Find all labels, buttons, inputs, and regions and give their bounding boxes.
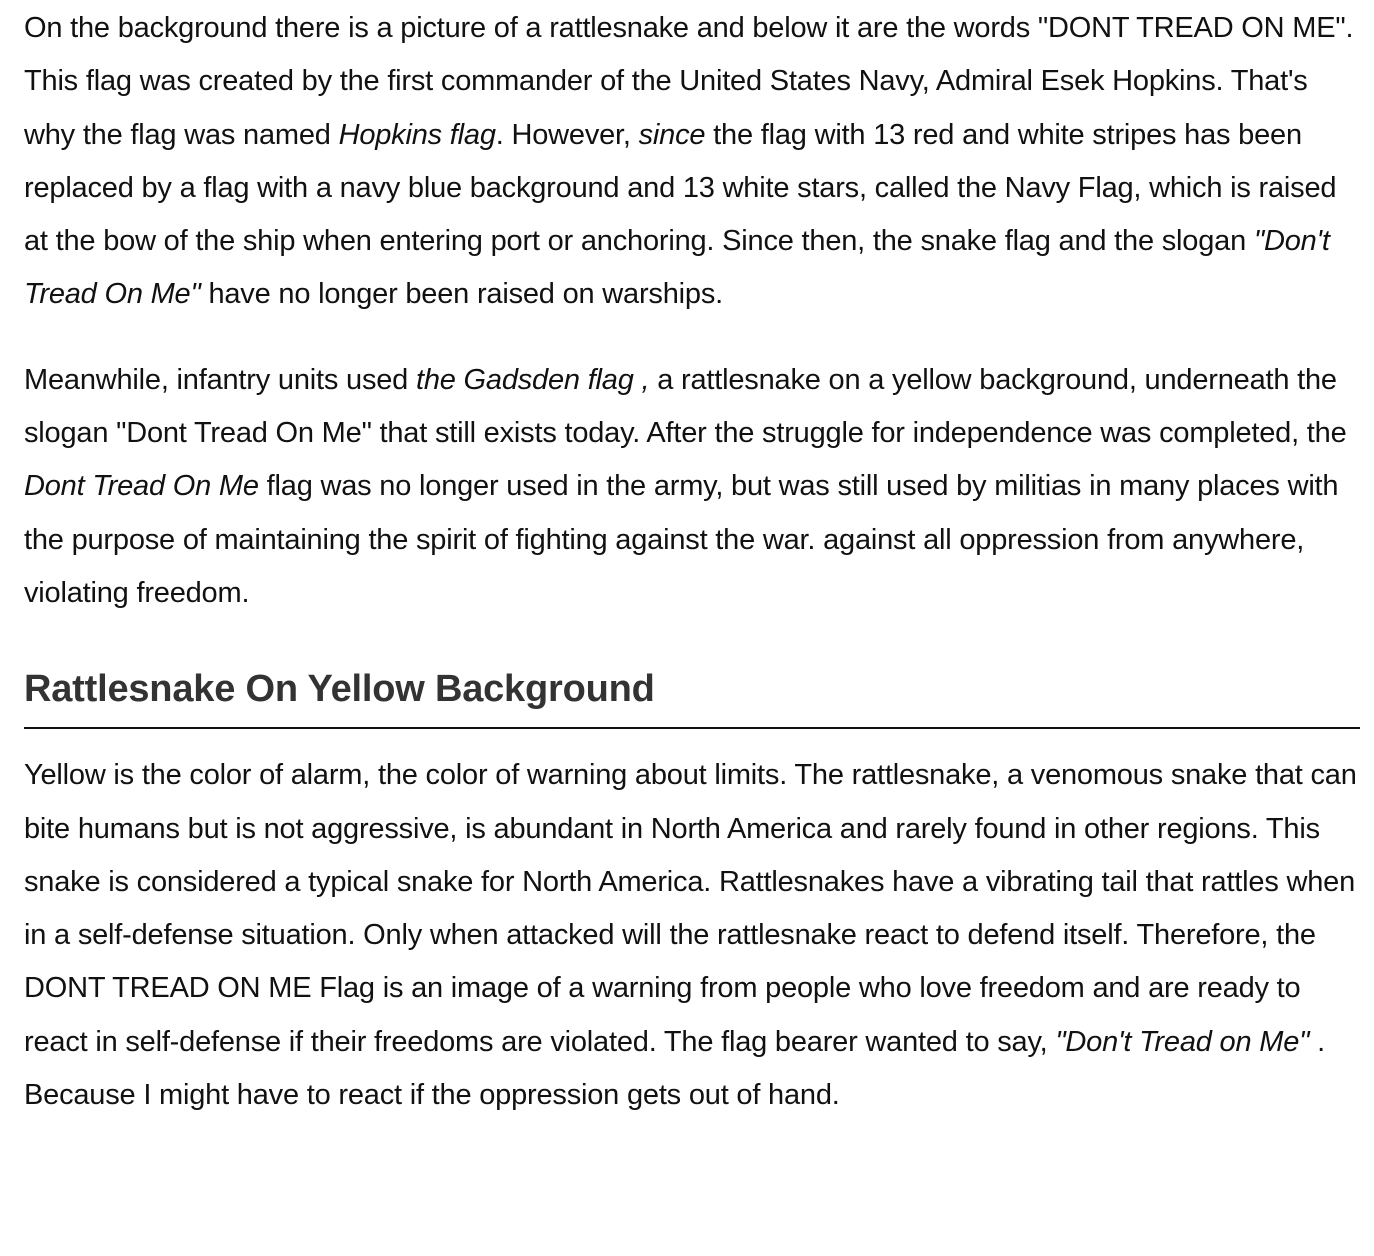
paragraph-text: . However, bbox=[495, 118, 639, 151]
paragraph-text: have no longer been raised on warships. bbox=[200, 278, 723, 311]
paragraph-text: a rattlesnake on a yellow background, underneath the slogan "Dont Tread On Me" that still exists today. After the struggle for independence was completed, the bbox=[24, 363, 1347, 450]
paragraph-text: Yellow is the color of alarm, the color of warning about limits. The rattlesnake, a venomous snake that can bite humans but is not aggressive, is abundant in North America and rarely found in other regions. This snake is considered a typical snake for North America. Rattlesnakes have a vibrating tail that rattles when in a self-defense situation. Only when attacked will the rattlesnake react to defend itself. Therefore, the DONT TREAD ON ME Flag is an image of a warning from people who love freedom and are ready to react in self-defense if their freedoms are violated. The flag bearer wanted to say, bbox=[24, 759, 1357, 1058]
paragraph-text: the flag with 13 red and white stripes has been replaced by a flag with a navy blue background and 13 white stars, called the Navy Flag, which is raised at the bow of the ship when entering port or anchoring. Since then, the snake flag and the slogan bbox=[24, 118, 1337, 258]
paragraph-text: . Because I might have to react if the oppression gets out of hand. bbox=[24, 1025, 1325, 1112]
italic-hopkins-flag: Hopkins flag bbox=[338, 118, 496, 151]
paragraph-text: flag was no longer used in the army, but was still used by militias in many places with the purpose of maintaining the spirit of fighting against the war. against all oppression from anywhere, violating freedom. bbox=[24, 470, 1339, 609]
paragraph-yellow-background bbox=[24, 749, 1360, 1122]
paragraph-gadsden-flag bbox=[24, 354, 1360, 620]
italic-slogan-quote: "Don't Tread On Me" bbox=[24, 225, 1330, 311]
article-body bbox=[0, 2, 1374, 1122]
italic-since: since bbox=[638, 118, 706, 151]
italic-dont-tread-on-me: Dont Tread On Me bbox=[24, 470, 259, 503]
italic-gadsden-flag: the Gadsden flag , bbox=[415, 363, 650, 396]
italic-dont-tread-on-me-quote: "Don't Tread on Me" bbox=[1055, 1025, 1310, 1058]
paragraph-text: Meanwhile, infantry units used bbox=[24, 363, 416, 396]
paragraph-hopkins-flag bbox=[24, 2, 1360, 322]
section-heading: Rattlesnake On Yellow Background bbox=[24, 663, 1360, 729]
paragraph-text: On the background there is a picture of a rattlesnake and below it are the words "DONT TREAD ON ME". This flag was created by the first commander of the United States Navy, Admiral Esek Hopkins. That's why the flag was named bbox=[24, 12, 1354, 151]
